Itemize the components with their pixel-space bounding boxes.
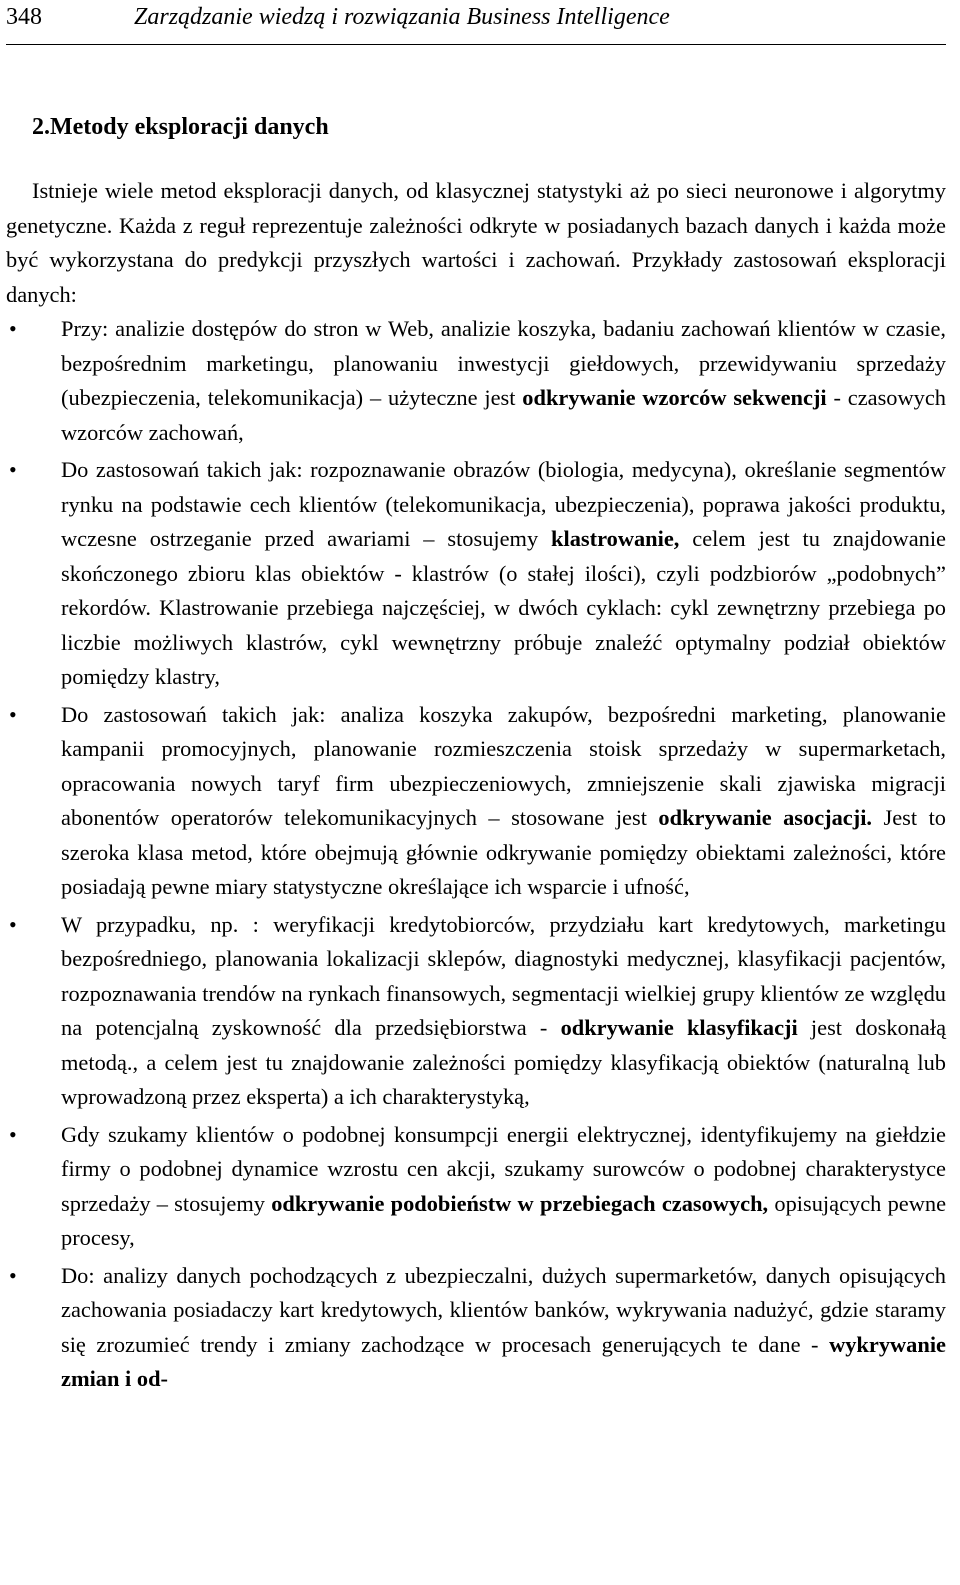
examples-list (6, 312, 946, 1397)
list-item-text: Do: analizy danych pochodzących z ubezpieczalni, dużych supermarketów, danych opisujących zachowania posiadaczy kart kredytowych, klientów banków, wykrywania nadużyć, gdzie staramy się zrozumieć trendy i zmiany zachodzące w procesach generujących te dane - (61, 1262, 946, 1357)
list-item (6, 908, 946, 1115)
list-item-text-end: opisujących pewne procesy, (61, 1190, 947, 1250)
body-text (6, 174, 946, 1400)
list-item-text: Do zastosowań takich jak: analiza koszyka zakupów, bezpośredni marketing, planowanie kampanii promocyjnych, planowanie rozmieszczenia stoisk sprzedaży w supermarketach, opracowania nowych taryf firm ubezpieczeniowych, zmniejszenie skali zjawiska migracji abonentów operatorów telekomunikacyjnych – stosowane jest (61, 701, 946, 830)
bullet-icon: • (9, 1262, 17, 1288)
list-item-emphasis: wykrywanie zmian i od- (61, 1331, 946, 1391)
section-title: 2.Metody eksploracji danych (32, 114, 329, 140)
list-item (6, 1118, 946, 1256)
list-item-text: W przypadku, np. : weryfikacji kredytobiorców, przydziału kart kredytowych, marketingu bezpośredniego, planowania lokalizacji sklepów, diagnostyki medycznej, klasyfikacji pacjentów, rozpoznawania trendów na rynkach finansowych, segmentacji wielkiej grupy klientów ze względu na potencjalną zyskowność dla przedsiębiorstwa - (61, 911, 946, 1040)
running-header (6, 0, 946, 44)
list-item-emphasis: klastrowanie, (551, 526, 680, 551)
bullet-icon: • (9, 316, 17, 341)
list-item-emphasis: odkrywanie wzorców sekwencji (522, 385, 827, 410)
list-item-text-end: celem jest tu znajdowanie skończonego zbioru klas obiektów - klastrów (o stałej ilości), czyli podzbiorów „podobnych” rekordów. Klastrowanie przebiega najczęściej, w dwóch cyklach: cykl zewnętrzny przebiega po liczbie możliwych klastrów, cykl wewnętrzny próbuje znaleźć optymalny podział obiektów pomiędzy klastry, (61, 526, 946, 689)
bullet-icon: • (9, 911, 17, 937)
list-item (6, 312, 946, 450)
list-item-text: Przy: analizie dostępów do stron w Web, analizie koszyka, badaniu zachowań klientów w czasie, bezpośrednim marketingu, planowaniu inwestycji giełdowych, przewidywaniu sprzedaży (ubezpieczenia, telekomunikacja) – użyteczne jest (61, 316, 946, 410)
list-item-emphasis: odkrywanie podobieństw w przebiegach czasowych, (271, 1190, 769, 1216)
list-item-text-end: - czasowych wzorców zachowań, (61, 385, 946, 445)
bullet-icon: • (9, 701, 17, 727)
list-item-text: Gdy szukamy klientów o podobnej konsumpcji energii elektrycznej, identyfikujemy na giełdzie firmy o podobnej dynamice wzrostu cen akcji, szukamy surowców o podobnej charakterystyce sprzedaży – stosujemy (61, 1121, 946, 1216)
list-item-text: Do zastosowań takich jak: rozpoznawanie obrazów (biologia, medycyna), określanie segmentów rynku na podstawie cech klientów (telekomunikacja, ubezpieczenia), poprawa jakości produktu, wczesne ostrzeganie przed awariami – stosujemy (61, 457, 946, 551)
list-item-text-end: Jest to szeroka klasa metod, które obejmują głównie odkrywanie pomiędzy obiektami zależności, które posiadają pewne miary statystyczne określające ich wsparcie i ufność, (61, 805, 946, 899)
list-item (6, 1259, 946, 1397)
bullet-icon: • (9, 457, 17, 482)
page-number: 348 (6, 4, 42, 30)
list-item-emphasis: odkrywanie asocjacji. (658, 805, 873, 830)
intro-paragraph: Istnieje wiele metod eksploracji danych, od klasycznej statystyki aż po sieci neuronowe i algorytmy genetyczne. Każda z reguł reprezentuje zależności odkryte w posiadanych bazach danych i każda może być wykorzystana do predykcji przyszłych wartości i zachowań. Przykłady zastosowań eksploracji danych: (6, 178, 946, 307)
list-item-emphasis: odkrywanie klasyfikacji (560, 1015, 798, 1040)
running-title: Zarządzanie wiedzą i rozwiązania Business Intelligence (134, 4, 670, 30)
list-item-text-end: jest doskonałą metodą., a celem jest tu znajdowanie zależności pomiędzy klasyfikacją obiektów (naturalną lub wprowadzoną przez eksperta) a ich charakterystyką, (61, 1015, 947, 1109)
list-item (6, 453, 946, 695)
header-rule (6, 44, 946, 45)
bullet-icon: • (9, 1121, 17, 1147)
list-item (6, 698, 946, 905)
